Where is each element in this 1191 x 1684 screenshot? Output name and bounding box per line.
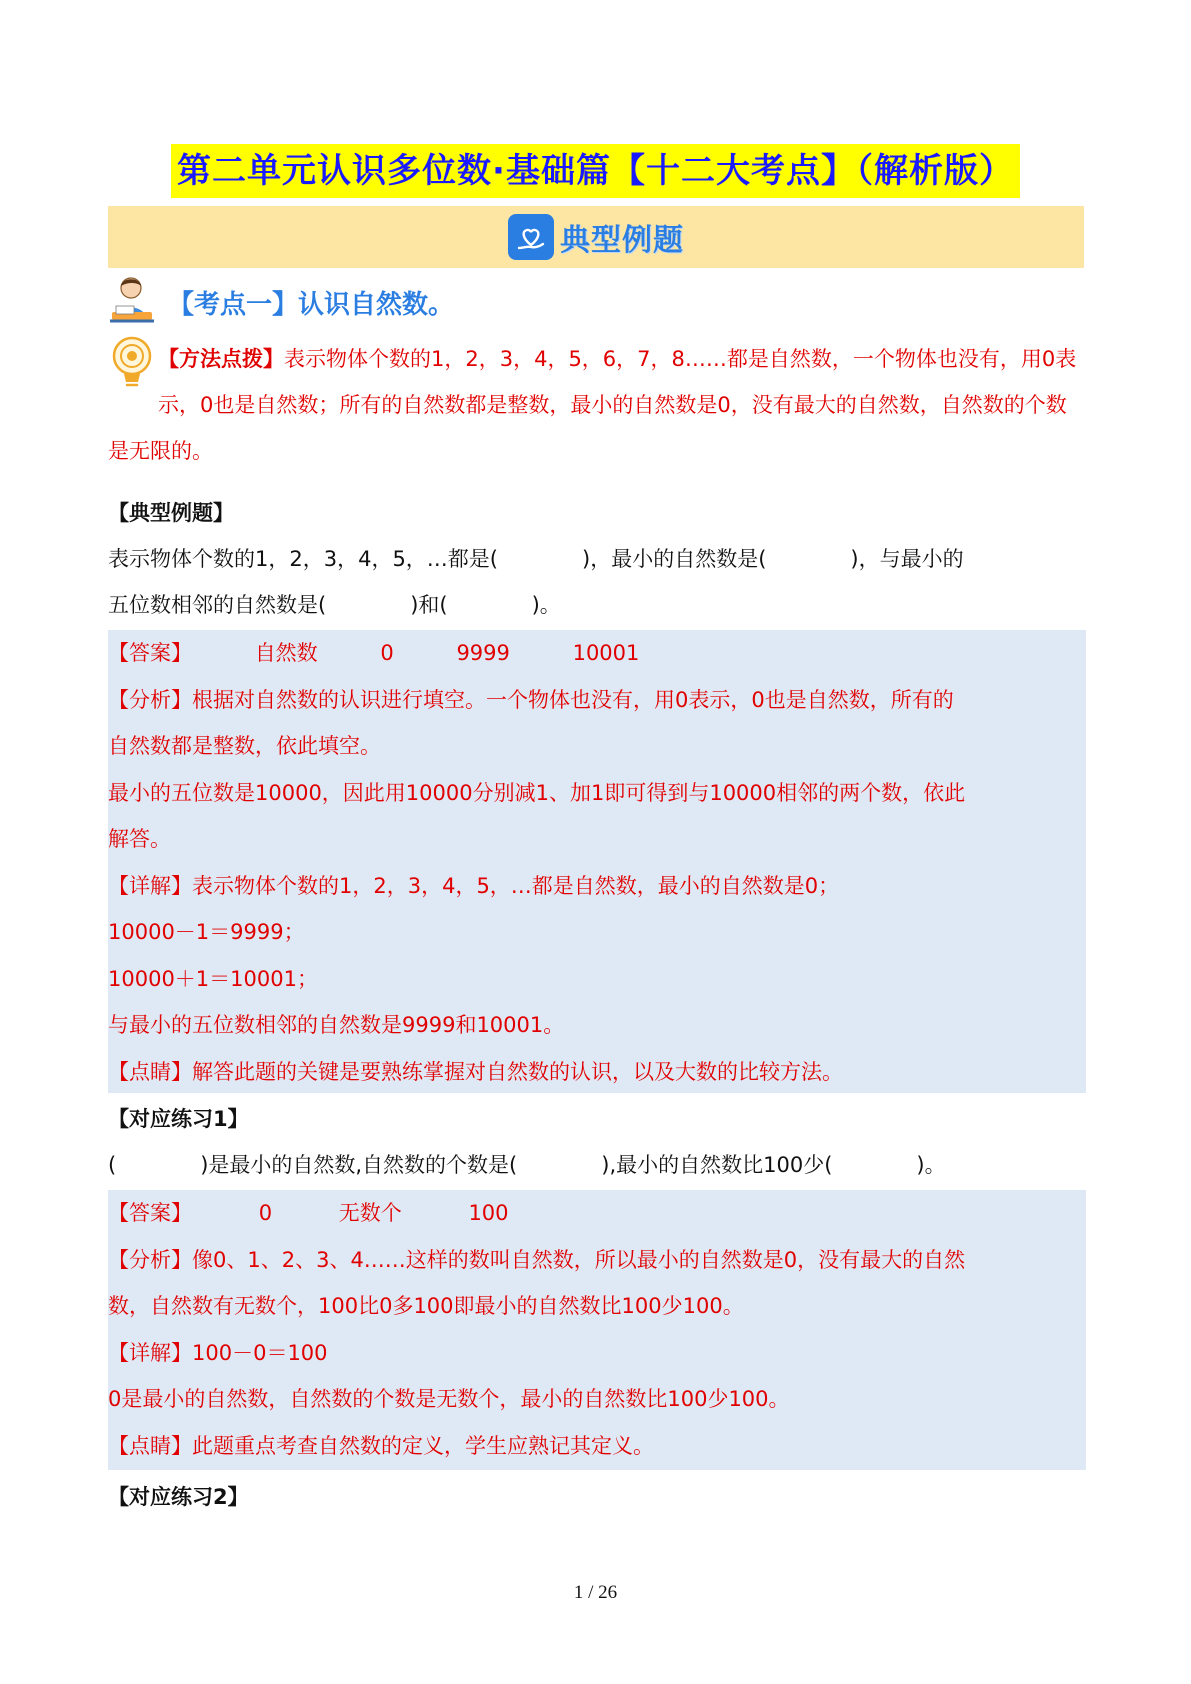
banner-label: 典型例题 — [560, 223, 684, 258]
method-text: 表示物体个数的1，2，3，4，5，6，7，8……都是自然数，一个物体也没有，用0表示，0也是自然数；所有的自然数都是整数，最小的自然数是0，没有最大的自然数，自然数的个数是无限的。 — [108, 347, 1077, 463]
practice2-heading: 【对应练习2】 — [108, 1485, 249, 1509]
example-answer-row — [108, 630, 1086, 677]
example-detail-row-2: 10000－1＝9999； — [108, 920, 305, 944]
student-reading-icon — [108, 274, 158, 330]
lightbulb-icon — [108, 332, 156, 390]
analysis-text-1: 像0、1、2、3、4……这样的数叫自然数，所以最小的自然数是0，没有最大的自然 — [192, 1247, 966, 1272]
answer-4: 10001 — [572, 641, 640, 665]
example-analysis-row-4: 解答。 — [108, 827, 171, 851]
practice1-question: ( )是最小的自然数,自然数的个数是( ),最小的自然数比100少( )。 — [108, 1153, 946, 1177]
method-tag: 【方法点拨】 — [158, 347, 284, 371]
page-footer — [0, 1582, 1191, 1604]
practice1-solution-block — [108, 1190, 1086, 1470]
section-banner — [108, 206, 1084, 268]
analysis-tag: 【分析】 — [108, 1247, 192, 1272]
page-separator: / — [588, 1582, 594, 1603]
analysis-text-1: 根据对自然数的认识进行填空。一个物体也没有，用0表示，0也是自然数，所有的 — [192, 687, 954, 712]
example-detail-row-3: 10000＋1＝10001； — [108, 966, 318, 991]
page-number: 1 — [573, 1582, 584, 1603]
answer-1: 自然数 — [254, 641, 318, 665]
practice1-answer-row — [108, 1190, 1086, 1237]
example-question-line1: 表示物体个数的1，2，3，4，5，…都是( )，最小的自然数是( )，与最小的 — [108, 547, 964, 571]
answer-2: 0 — [380, 641, 394, 665]
example-solution-block — [108, 630, 1086, 1093]
practice1-detail-row-2: 0是最小的自然数，自然数的个数是无数个，最小的自然数比100少100。 — [108, 1387, 790, 1411]
answer-tag: 【答案】 — [108, 641, 192, 665]
example-detail-row-4: 与最小的五位数相邻的自然数是9999和10001。 — [108, 1013, 565, 1037]
page-total: 26 — [598, 1582, 618, 1603]
title-wrap — [0, 144, 1191, 198]
practice1-heading: 【对应练习1】 — [108, 1107, 249, 1131]
practice1-point-row — [108, 1423, 1086, 1470]
detail-tag: 【详解】 — [108, 1340, 192, 1365]
answer-3: 9999 — [456, 641, 510, 665]
example-detail-row-1 — [108, 863, 1086, 910]
kaodian-heading — [108, 272, 454, 332]
example-analysis-row-2: 自然数都是整数，依此填空。 — [108, 734, 381, 758]
analysis-tag: 【分析】 — [108, 687, 192, 712]
answer-1: 0 — [258, 1201, 273, 1225]
point-tag: 【点睛】 — [108, 1059, 192, 1084]
heart-hand-icon — [508, 214, 554, 260]
practice1-analysis-row-2: 数，自然数有无数个，100比0多100即最小的自然数比100少100。 — [108, 1294, 744, 1318]
detail-text-1: 表示物体个数的1，2，3，4，5，…都是自然数，最小的自然数是0； — [192, 873, 840, 898]
answer-2: 无数个 — [338, 1201, 402, 1225]
answer-tag: 【答案】 — [108, 1201, 192, 1225]
page-title: 第二单元认识多位数·基础篇【十二大考点】（解析版） — [171, 144, 1020, 198]
point-text: 解答此题的关键是要熟练掌握对自然数的认识，以及大数的比较方法。 — [192, 1059, 843, 1084]
point-text: 此题重点考查自然数的定义，学生应熟记其定义。 — [192, 1433, 654, 1458]
example-heading: 【典型例题】 — [108, 501, 234, 525]
practice1-detail-row-1 — [108, 1330, 1086, 1377]
practice1-analysis-row-1 — [108, 1237, 1086, 1284]
example-analysis-row-1 — [108, 677, 1086, 724]
method-tip — [108, 336, 1086, 474]
example-point-row — [108, 1049, 1086, 1096]
answer-3: 100 — [468, 1201, 509, 1225]
example-analysis-row-3: 最小的五位数是10000，因此用10000分别减1、加1即可得到与10000相邻的两个数，依此 — [108, 780, 966, 805]
kaodian-label: 【考点一】认识自然数。 — [168, 289, 455, 320]
detail-tag: 【详解】 — [108, 873, 192, 898]
detail-text-1: 100－0＝100 — [192, 1340, 328, 1365]
point-tag: 【点睛】 — [108, 1433, 192, 1458]
example-question-line2: 五位数相邻的自然数是( )和( )。 — [108, 593, 561, 617]
